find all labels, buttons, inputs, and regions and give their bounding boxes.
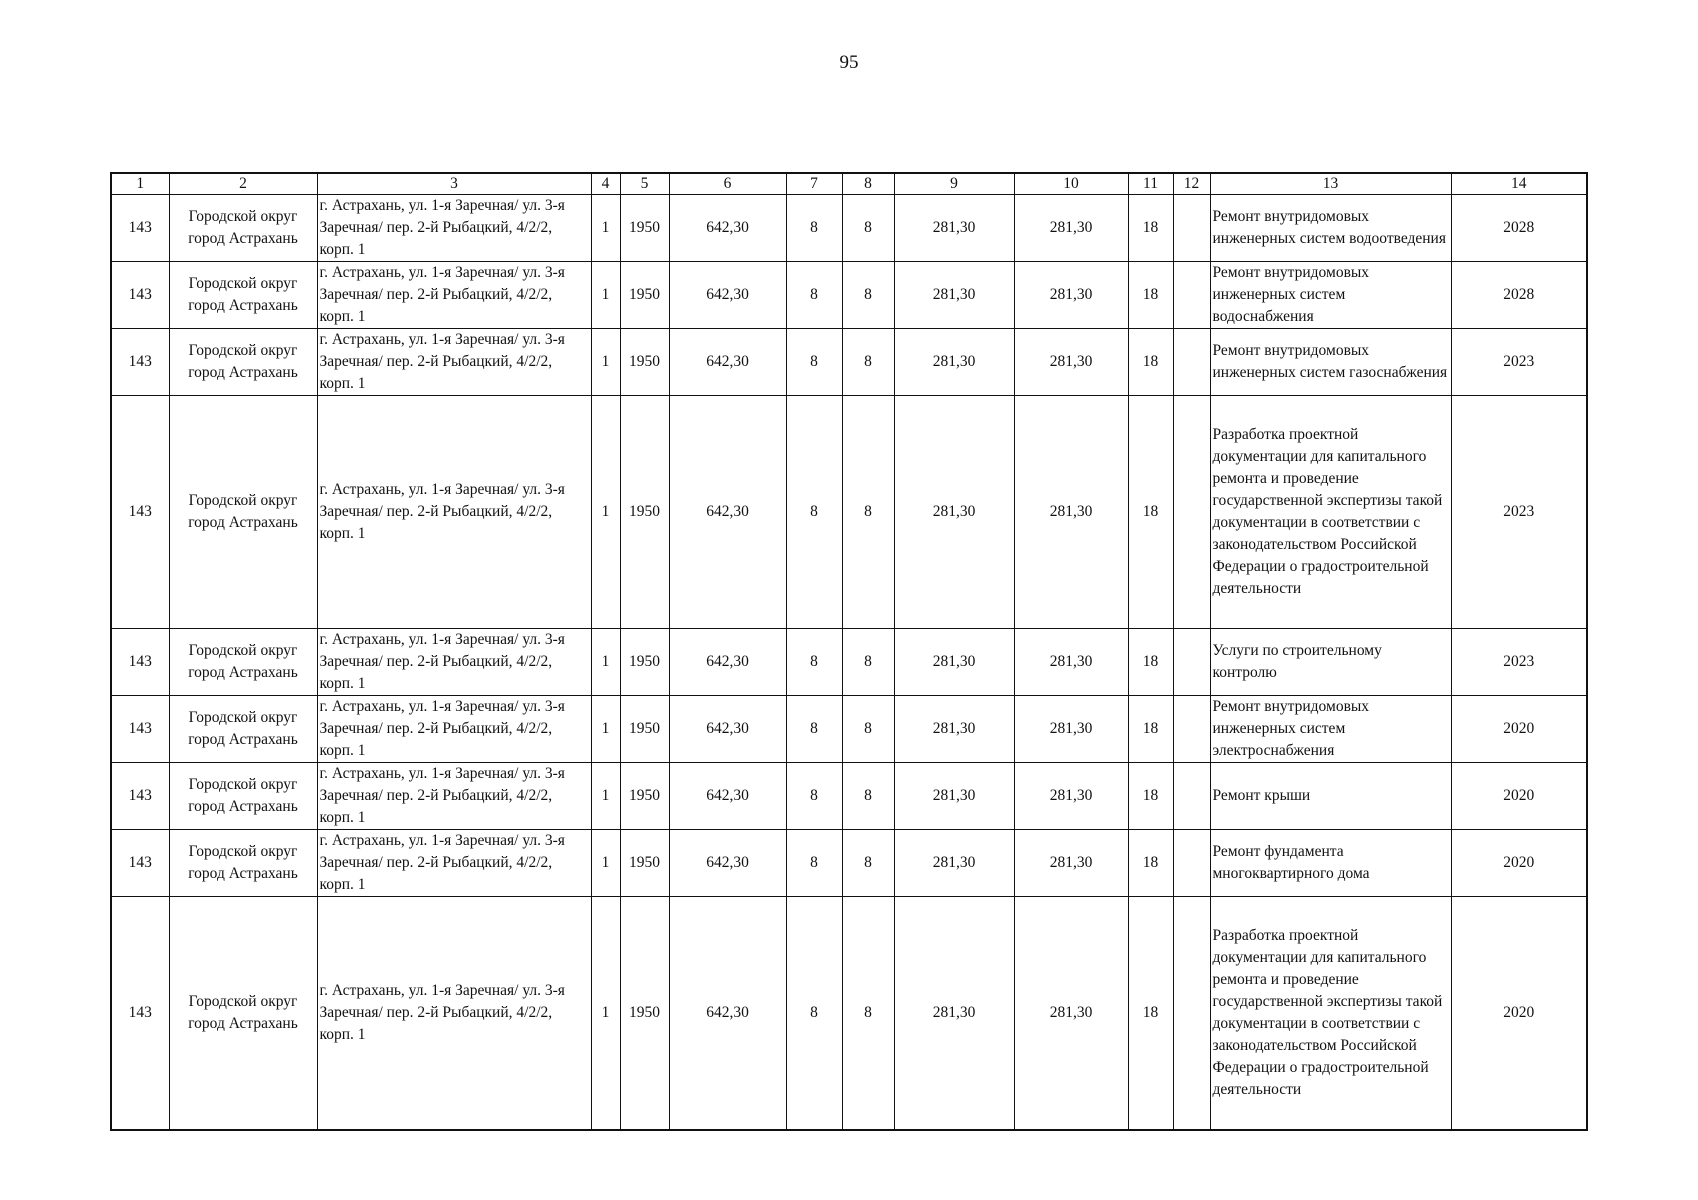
work-type: Услуги по строительному контролю (1210, 629, 1451, 696)
address: г. Астрахань, ул. 1-я Заречная/ ул. 3-я Заречная/ пер. 2-й Рыбацкий, 4/2/2, корп. 1 (317, 696, 591, 763)
col-8-value: 8 (842, 763, 894, 830)
year-built: 1950 (620, 629, 669, 696)
planned-year: 2020 (1451, 897, 1587, 1131)
col-7-value: 8 (786, 329, 842, 396)
work-type: Разработка проектной документации для капитального ремонта и проведение государственной экспертизы такой документации в соответствии с законодательством Российской Федерации о градостроительной деятельности (1210, 897, 1451, 1131)
col-8-value: 8 (842, 262, 894, 329)
col-9-value: 281,30 (894, 830, 1014, 897)
col-8-value: 8 (842, 830, 894, 897)
table-row (111, 830, 1587, 897)
address: г. Астрахань, ул. 1-я Заречная/ ул. 3-я Заречная/ пер. 2-й Рыбацкий, 4/2/2, корп. 1 (317, 262, 591, 329)
column-header-2: 2 (169, 173, 317, 195)
col-4-value: 1 (591, 696, 620, 763)
col-12-value (1173, 195, 1210, 262)
address: г. Астрахань, ул. 1-я Заречная/ ул. 3-я Заречная/ пер. 2-й Рыбацкий, 4/2/2, корп. 1 (317, 195, 591, 262)
col-4-value: 1 (591, 262, 620, 329)
planned-year: 2023 (1451, 329, 1587, 396)
col-11-value: 18 (1128, 830, 1173, 897)
address: г. Астрахань, ул. 1-я Заречная/ ул. 3-я Заречная/ пер. 2-й Рыбацкий, 4/2/2, корп. 1 (317, 396, 591, 629)
table-row (111, 763, 1587, 830)
col-8-value: 8 (842, 897, 894, 1131)
row-number: 143 (111, 195, 169, 262)
column-header-8: 8 (842, 173, 894, 195)
planned-year: 2020 (1451, 696, 1587, 763)
col-9-value: 281,30 (894, 262, 1014, 329)
col-9-value: 281,30 (894, 696, 1014, 763)
column-header-11: 11 (1128, 173, 1173, 195)
col-4-value: 1 (591, 195, 620, 262)
col-11-value: 18 (1128, 195, 1173, 262)
column-header-12: 12 (1173, 173, 1210, 195)
col-10-value: 281,30 (1014, 195, 1128, 262)
total-area: 642,30 (669, 696, 786, 763)
column-header-3: 3 (317, 173, 591, 195)
col-9-value: 281,30 (894, 629, 1014, 696)
col-7-value: 8 (786, 396, 842, 629)
col-7-value: 8 (786, 897, 842, 1131)
table-row (111, 696, 1587, 763)
col-10-value: 281,30 (1014, 830, 1128, 897)
col-12-value (1173, 262, 1210, 329)
municipality: Городской округ город Астрахань (169, 262, 317, 329)
column-header-4: 4 (591, 173, 620, 195)
column-header-10: 10 (1014, 173, 1128, 195)
col-12-value (1173, 897, 1210, 1131)
work-type: Ремонт фундамента многоквартирного дома (1210, 830, 1451, 897)
municipality: Городской округ город Астрахань (169, 629, 317, 696)
table-row (111, 629, 1587, 696)
col-7-value: 8 (786, 195, 842, 262)
col-9-value: 281,30 (894, 195, 1014, 262)
work-type: Ремонт крыши (1210, 763, 1451, 830)
col-12-value (1173, 396, 1210, 629)
col-7-value: 8 (786, 696, 842, 763)
row-number: 143 (111, 396, 169, 629)
row-number: 143 (111, 696, 169, 763)
col-9-value: 281,30 (894, 763, 1014, 830)
col-10-value: 281,30 (1014, 897, 1128, 1131)
total-area: 642,30 (669, 195, 786, 262)
col-10-value: 281,30 (1014, 329, 1128, 396)
column-header-6: 6 (669, 173, 786, 195)
col-4-value: 1 (591, 396, 620, 629)
col-4-value: 1 (591, 830, 620, 897)
municipality: Городской округ город Астрахань (169, 897, 317, 1131)
work-type: Ремонт внутридомовых инженерных систем электроснабжения (1210, 696, 1451, 763)
work-type: Ремонт внутридомовых инженерных систем водоснабжения (1210, 262, 1451, 329)
planned-year: 2023 (1451, 396, 1587, 629)
col-4-value: 1 (591, 629, 620, 696)
table-row (111, 195, 1587, 262)
col-11-value: 18 (1128, 329, 1173, 396)
address: г. Астрахань, ул. 1-я Заречная/ ул. 3-я Заречная/ пер. 2-й Рыбацкий, 4/2/2, корп. 1 (317, 897, 591, 1131)
col-7-value: 8 (786, 763, 842, 830)
col-11-value: 18 (1128, 696, 1173, 763)
col-10-value: 281,30 (1014, 629, 1128, 696)
row-number: 143 (111, 830, 169, 897)
year-built: 1950 (620, 195, 669, 262)
col-9-value: 281,30 (894, 897, 1014, 1131)
total-area: 642,30 (669, 262, 786, 329)
col-11-value: 18 (1128, 897, 1173, 1131)
row-number: 143 (111, 897, 169, 1131)
planned-year: 2028 (1451, 262, 1587, 329)
address: г. Астрахань, ул. 1-я Заречная/ ул. 3-я Заречная/ пер. 2-й Рыбацкий, 4/2/2, корп. 1 (317, 329, 591, 396)
column-number-row (111, 173, 1587, 195)
col-12-value (1173, 763, 1210, 830)
address: г. Астрахань, ул. 1-я Заречная/ ул. 3-я Заречная/ пер. 2-й Рыбацкий, 4/2/2, корп. 1 (317, 629, 591, 696)
column-header-13: 13 (1210, 173, 1451, 195)
planned-year: 2023 (1451, 629, 1587, 696)
col-10-value: 281,30 (1014, 763, 1128, 830)
table-row (111, 897, 1587, 1131)
total-area: 642,30 (669, 396, 786, 629)
table-row (111, 396, 1587, 629)
year-built: 1950 (620, 262, 669, 329)
col-9-value: 281,30 (894, 329, 1014, 396)
column-header-7: 7 (786, 173, 842, 195)
col-8-value: 8 (842, 329, 894, 396)
col-7-value: 8 (786, 262, 842, 329)
col-9-value: 281,30 (894, 396, 1014, 629)
address: г. Астрахань, ул. 1-я Заречная/ ул. 3-я Заречная/ пер. 2-й Рыбацкий, 4/2/2, корп. 1 (317, 830, 591, 897)
year-built: 1950 (620, 897, 669, 1131)
year-built: 1950 (620, 830, 669, 897)
col-11-value: 18 (1128, 629, 1173, 696)
row-number: 143 (111, 262, 169, 329)
col-11-value: 18 (1128, 396, 1173, 629)
year-built: 1950 (620, 396, 669, 629)
col-7-value: 8 (786, 629, 842, 696)
table-row (111, 262, 1587, 329)
col-11-value: 18 (1128, 763, 1173, 830)
municipality: Городской округ город Астрахань (169, 830, 317, 897)
year-built: 1950 (620, 763, 669, 830)
table-row (111, 329, 1587, 396)
address: г. Астрахань, ул. 1-я Заречная/ ул. 3-я Заречная/ пер. 2-й Рыбацкий, 4/2/2, корп. 1 (317, 763, 591, 830)
col-8-value: 8 (842, 195, 894, 262)
work-type: Ремонт внутридомовых инженерных систем газоснабжения (1210, 329, 1451, 396)
row-number: 143 (111, 329, 169, 396)
total-area: 642,30 (669, 763, 786, 830)
municipality: Городской округ город Астрахань (169, 396, 317, 629)
col-12-value (1173, 830, 1210, 897)
col-11-value: 18 (1128, 262, 1173, 329)
planned-year: 2028 (1451, 195, 1587, 262)
row-number: 143 (111, 763, 169, 830)
col-8-value: 8 (842, 629, 894, 696)
year-built: 1950 (620, 696, 669, 763)
col-4-value: 1 (591, 329, 620, 396)
col-4-value: 1 (591, 897, 620, 1131)
col-12-value (1173, 629, 1210, 696)
col-12-value (1173, 329, 1210, 396)
total-area: 642,30 (669, 897, 786, 1131)
year-built: 1950 (620, 329, 669, 396)
planned-year: 2020 (1451, 830, 1587, 897)
planned-year: 2020 (1451, 763, 1587, 830)
col-12-value (1173, 696, 1210, 763)
column-header-9: 9 (894, 173, 1014, 195)
col-10-value: 281,30 (1014, 396, 1128, 629)
total-area: 642,30 (669, 629, 786, 696)
col-4-value: 1 (591, 763, 620, 830)
municipality: Городской округ город Астрахань (169, 763, 317, 830)
repair-program-table (110, 172, 1588, 1131)
column-header-5: 5 (620, 173, 669, 195)
col-10-value: 281,30 (1014, 262, 1128, 329)
row-number: 143 (111, 629, 169, 696)
col-8-value: 8 (842, 396, 894, 629)
col-7-value: 8 (786, 830, 842, 897)
total-area: 642,30 (669, 830, 786, 897)
col-8-value: 8 (842, 696, 894, 763)
total-area: 642,30 (669, 329, 786, 396)
municipality: Городской округ город Астрахань (169, 195, 317, 262)
column-header-14: 14 (1451, 173, 1587, 195)
page-number: 95 (839, 52, 859, 73)
municipality: Городской округ город Астрахань (169, 696, 317, 763)
col-10-value: 281,30 (1014, 696, 1128, 763)
work-type: Разработка проектной документации для капитального ремонта и проведение государственной экспертизы такой документации в соответствии с законодательством Российской Федерации о градостроительной деятельности (1210, 396, 1451, 629)
column-header-1: 1 (111, 173, 169, 195)
municipality: Городской округ город Астрахань (169, 329, 317, 396)
work-type: Ремонт внутридомовых инженерных систем водоотведения (1210, 195, 1451, 262)
